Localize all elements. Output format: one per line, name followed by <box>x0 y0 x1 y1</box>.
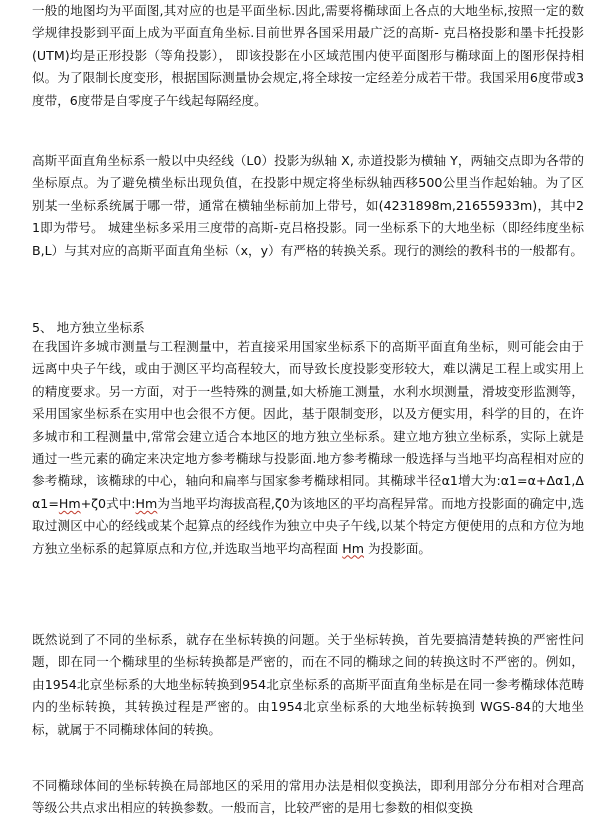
spellcheck-term: Hm <box>58 495 81 511</box>
text-run: 为当地平均海拔高程,ζ0为该地区的平均高程异常。而地方投影面的确定中,选取过测区中心的经线或某个起算点的经线作为独立中央子午线,以某个特定方便使用的点和方位为地方独立坐标系的起算原点和方位,并选取当地平均高程面 <box>32 495 584 556</box>
paragraph-map-projection: 一般的地图均为平面图,其对应的也是平面坐标.因此,需要将椭球面上各点的大地坐标,按照一定的数学规律投影到平面上成为平面直角坐标.目前世界各国采用最广泛的高斯- 克吕格投影和墨卡托投影(UTM)均是正形投影（等角投影）， 即该投影在小区域范围内使平面图形与椭球面上的图形保持相似。为了限制长度变形，根据国际测量协会规定,将全球按一定经差分成若干带。我国采用6度带或3度带，6度带是自零度子午线起每隔经度。 <box>32 3 584 108</box>
paragraph-gauss-coordinate: 高斯平面直角坐标系一般以中央经线（L0）投影为纵轴 X, 赤道投影为横轴 Y，两轴交点即为各带的坐标原点。为了避免横坐标出现负值，在投影中规定将坐标纵轴西移500公里当作起始轴。为了区别某一坐标系统属于哪一带，通常在横轴坐标前加上带号，如(4231898m,21655933m)，其中21即为带号。 城建坐标多采用三度带的高斯-克吕格投影。同一坐标系下的大地坐标（即经纬度坐标 B,L）与其对应的高斯平面直角坐标（x，y）有严格的转换关系。现行的测绘的教科书的一般都有。 <box>32 153 584 258</box>
text-run: 在我国许多城市测量与工程测量中，若直接采用国家坐标系下的高斯平面直角坐标，则可能会由于远离中央子午线，或由于测区平均高程较大，而导致长度投影变形较大，难以满足工程上或实用上的精度要求。另一方面，对于一些特殊的测量,如大桥施工测量，水利水坝测量，滑坡变形监测等，采用国家坐标系在实用中也会很不方便。因此，基于限制变形，以及方便实用，科学的目的，在许多城市和工程测量中,常常会建立适合本地区的地方独立坐标系。建立地方独立坐标系，实际上就是通过一些元素的确定来决定地方参考椭球与投影面.地方参考椭球一般选择与当地平均高程相对应的参考椭球，该椭球的中心，轴向和扁率与国家参考椭球相同。其椭球半径α1增大为:α1=α+Δα1,Δα1= <box>32 339 584 511</box>
spellcheck-term: Hm <box>342 540 365 556</box>
text-run: +ζ0式中: <box>80 495 136 511</box>
section-heading: 5、 地方独立坐标系 <box>32 320 145 335</box>
paragraph-similarity-transform: 不同椭球体间的坐标转换在局部地区的采用的常用办法是相似变换法，即利用部分分布相对合理高等级公共点求出相应的转换参数。一般而言，比较严密的是用七参数的相似变换 <box>32 778 584 816</box>
text-run: 为投影面。 <box>364 540 431 556</box>
spellcheck-term: Hm <box>135 495 158 511</box>
paragraph-coordinate-conversion: 既然说到了不同的坐标系，就存在坐标转换的问题。关于坐标转换，首先要搞清楚转换的严密性问题，即在同一个椭球里的坐标转换都是严密的，而在不同的椭球之间的转换这时不严密的。例如，由1954北京坐标系的大地坐标转换到954北京坐标系的高斯平面直角坐标是在同一参考椭球体范畴内的坐标转换，其转换过程是严密的。由1954北京坐标系的大地坐标转换到 WGS-84的大地坐标，就属于不同椭球体间的转换。 <box>32 632 584 737</box>
paragraph-local-coordinate <box>32 336 584 560</box>
